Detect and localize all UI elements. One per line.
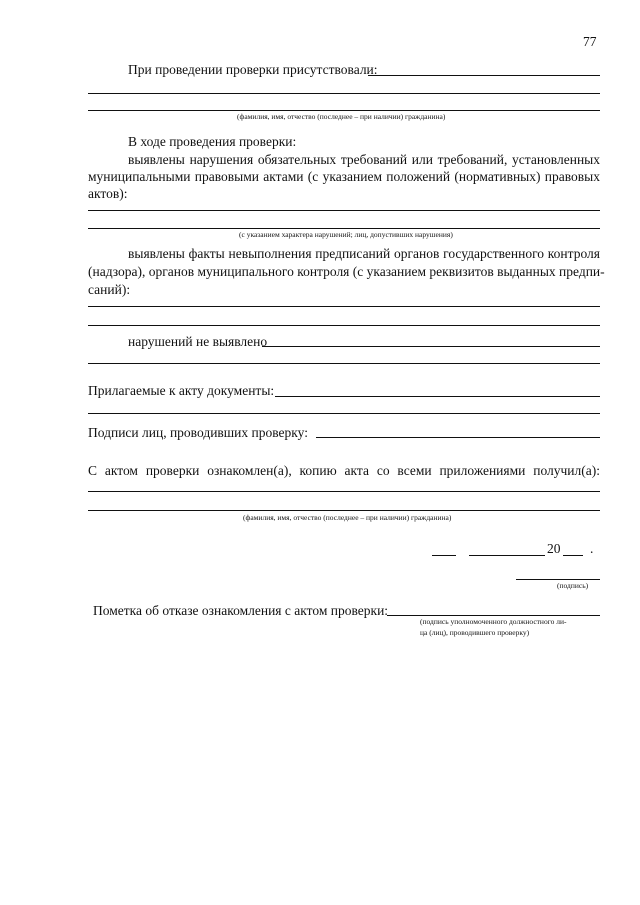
- present-caption: (фамилия, имя, отчество (последнее – при наличии) гражданина): [237, 112, 446, 121]
- violations-fill-line-2[interactable]: [88, 228, 600, 229]
- none-found-fill-line[interactable]: [262, 346, 600, 347]
- noncompliance-text-line3: саний):: [88, 282, 131, 297]
- present-fill-line[interactable]: [368, 75, 600, 76]
- violations-text-line1: выявлены нарушения обязательных требований или требований, установленных: [128, 152, 600, 167]
- present-fill-line-2[interactable]: [88, 93, 600, 94]
- noncompliance-fill-line-2[interactable]: [88, 325, 600, 326]
- inspectors-signatures-fill-line[interactable]: [316, 437, 600, 438]
- acquainted-fill-line[interactable]: [88, 491, 600, 492]
- violations-text-line2: муниципальными правовыми актами (с указанием положений (нормативных) правовых: [88, 169, 600, 184]
- during-heading: В ходе проведения проверки:: [128, 134, 297, 149]
- violations-fill-line[interactable]: [88, 210, 600, 211]
- refusal-fill-line[interactable]: [387, 615, 600, 616]
- refusal-label: Пометка об отказе ознакомления с актом проверки:: [93, 603, 389, 618]
- acquainted-fill-line-2[interactable]: [88, 510, 600, 511]
- violations-text-line3: актов):: [88, 186, 128, 201]
- signature-caption: (подпись): [557, 581, 589, 590]
- violations-caption: (с указанием характера нарушений; лиц, допустивших нарушения): [239, 230, 453, 239]
- date-year-field[interactable]: [563, 555, 583, 556]
- refusal-caption-line1: (подпись уполномоченного должностного ли-: [420, 617, 567, 626]
- none-found-fill-line-2[interactable]: [88, 363, 600, 364]
- page-number: 77: [583, 34, 597, 49]
- attached-docs-label: Прилагаемые к акту документы:: [88, 383, 275, 398]
- date-day-field[interactable]: [432, 555, 456, 556]
- signature-fill-line[interactable]: [516, 579, 600, 580]
- inspectors-signatures-label: Подписи лиц, проводивших проверку:: [88, 425, 308, 440]
- present-label: При проведении проверки присутствовали:: [128, 62, 378, 77]
- noncompliance-fill-line[interactable]: [88, 306, 600, 307]
- attached-docs-fill-line-2[interactable]: [88, 413, 600, 414]
- date-year-prefix: 20: [547, 541, 561, 556]
- date-month-field[interactable]: [469, 555, 545, 556]
- refusal-caption-line2: ца (лиц), проводившего проверку): [420, 628, 530, 637]
- date-end: .: [590, 541, 594, 556]
- acquainted-label: С актом проверки ознакомлен(а), копию акта со всеми приложениями получил(а):: [88, 463, 600, 478]
- none-found-label: нарушений не выявлено: [128, 334, 268, 349]
- noncompliance-text-line2: (надзора), органов муниципального контроля (с указанием реквизитов выданных предпи-: [88, 264, 605, 279]
- noncompliance-text-line1: выявлены факты невыполнения предписаний органов государственного контроля: [128, 246, 600, 261]
- attached-docs-fill-line[interactable]: [275, 396, 600, 397]
- acquainted-caption: (фамилия, имя, отчество (последнее – при наличии) гражданина): [243, 513, 452, 522]
- present-fill-line-3[interactable]: [88, 110, 600, 111]
